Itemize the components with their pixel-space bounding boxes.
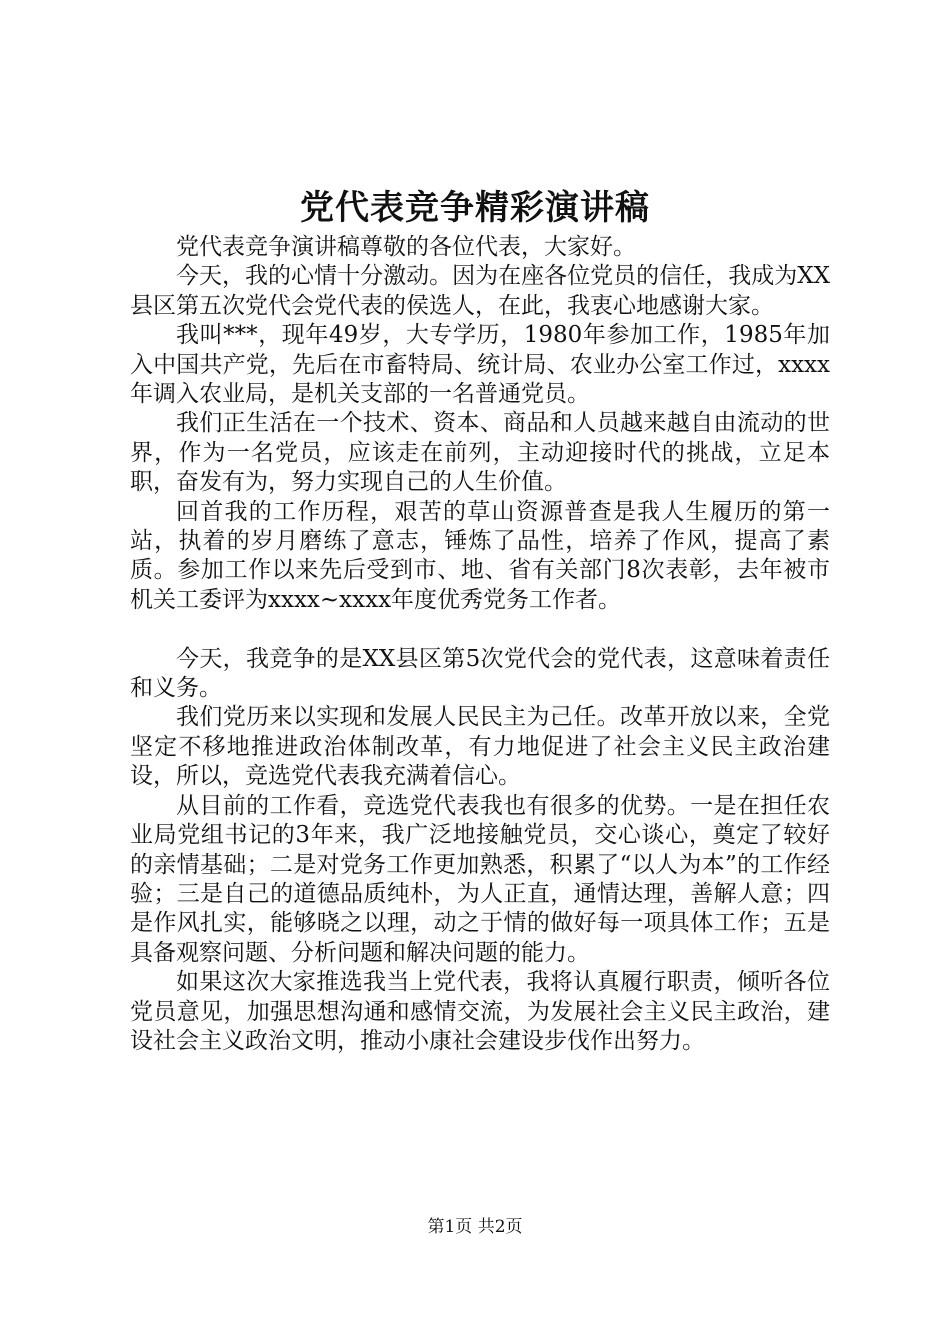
paragraph-self-introduction: 我叫***，现年49岁，大专学历，1980年参加工作，1985年加入中国共产党，先后在市畜特局、统计局、农业办公室工作过，xxxx年调入农业局，是机关支部的一名普通党员。 [130, 322, 830, 408]
paragraph-era: 我们正生活在一个技术、资本、商品和人员越来越自由流动的世界，作为一名党员，应该走在前列，主动迎接时代的挑战，立足本职，奋发有为，努力实现自己的人生价值。 [130, 410, 830, 496]
paragraph-greeting: 党代表竞争演讲稿尊敬的各位代表，大家好。 [176, 234, 636, 260]
paragraph-advantages: 从目前的工作看，竞选党代表我也有很多的优势。一是在担任农业局党组书记的3年来，我广泛地接触党员，交心谈心，奠定了较好的亲情基础；二是对党务工作更加熟悉，积累了“以人为本”的工作经验；三是自己的道德品质纯朴，为人正直，通情达理，善解人意；四是作风扎实，能够晓之以理，动之于情的做好每一项具体工作；五是具备观察问题、分析问题和解决问题的能力。 [130, 792, 830, 966]
paragraph-thanks: 今天，我的心情十分激动。因为在座各位党员的信任，我成为XX县区第五次党代会党代表的侯选人，在此，我衷心地感谢大家。 [130, 263, 830, 319]
paragraph-commitment: 如果这次大家推选我当上党代表，我将认真履行职责，倾听各位党员意见，加强思想沟通和感情交流，为发展社会主义民主政治，建设社会主义政治文明，推动小康社会建设步伐作出努力。 [130, 969, 830, 1054]
document-body [130, 233, 830, 1056]
paragraph-responsibility: 今天，我竞争的是XX县区第5次党代会的党代表，这意味着责任和义务。 [130, 645, 830, 702]
paragraph-party-democracy: 我们党历来以实现和发展人民民主为己任。改革开放以来，全党坚定不移地推进政治体制改革，有力地促进了社会主义民主政治建设，所以，竞选党代表我充满着信心。 [130, 704, 830, 790]
paragraph-work-history: 回首我的工作历程，艰苦的草山资源普查是我人生履历的第一站，执着的岁月磨练了意志，锤炼了品性，培养了作风，提高了素质。参加工作以来先后受到市、地、省有关部门8次表彰，去年被市机关工委评为xxxx~xxxx年度优秀党务工作者。 [130, 498, 830, 613]
page-title: 党代表竞争精彩演讲稿 [300, 188, 650, 228]
page-number-footer: 第1页 共2页 [427, 1217, 523, 1237]
